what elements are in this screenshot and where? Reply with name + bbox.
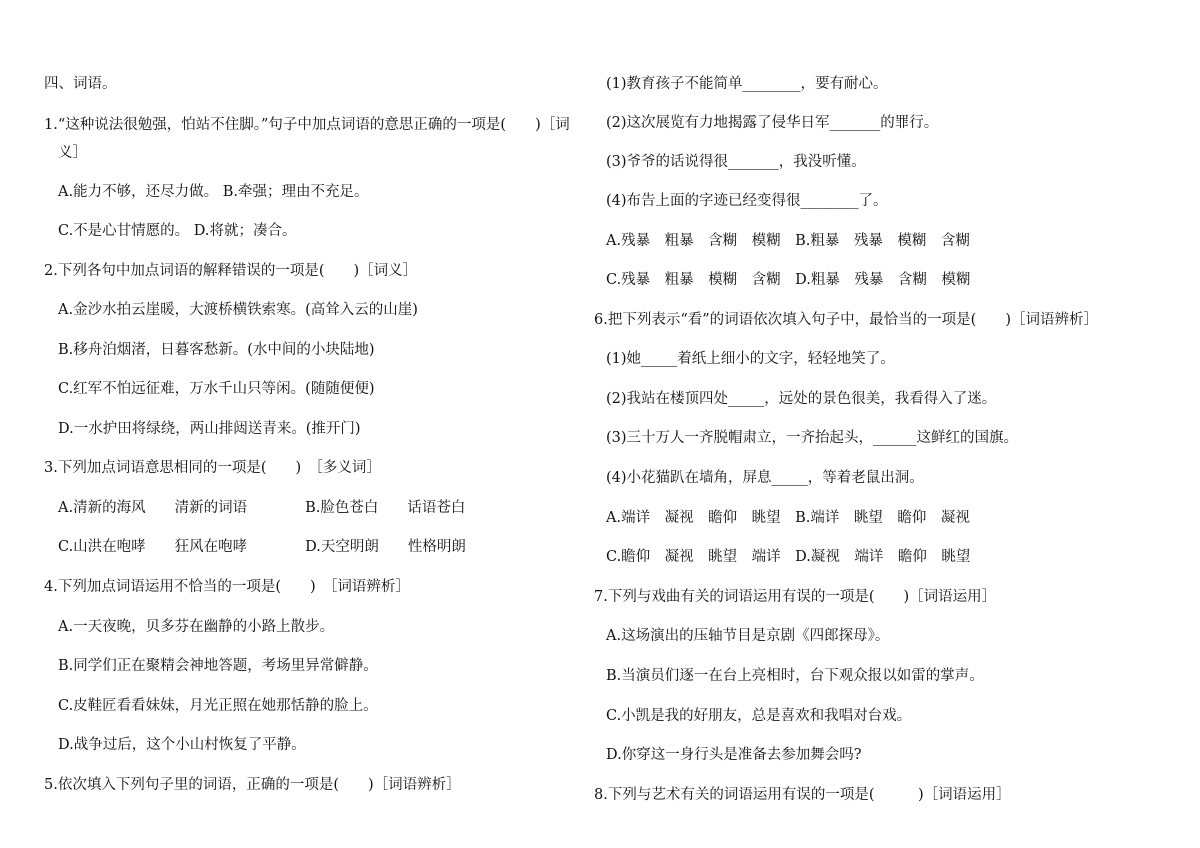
right-text-line: 7.下列与戏曲有关的词语运用有误的一项是( )［词语运用］ [594, 589, 997, 605]
left-text-line: C.红军不怕远征难，万水千山只等闲。(随随便便) [58, 381, 375, 397]
left-text-line: D.一水护田将绿绕，两山排闼送青来。(推开门) [58, 421, 361, 437]
right-text-line: (1)她_____着纸上细小的文字，轻轻地笑了。 [606, 351, 895, 367]
left-text-line: C.不是心甘情愿的。 D.将就；凑合。 [58, 223, 297, 239]
right-text-line: (2)我站在楼顶四处_____，远处的景色很美，我看得入了迷。 [606, 391, 997, 407]
left-text-line: C.山洪在咆哮 狂风在咆哮 D.天空明朗 性格明朗 [58, 539, 466, 555]
right-text-line: (1)教育孩子不能简单________，要有耐心。 [606, 76, 888, 92]
left-text-line: 5.依次填入下列句子里的词语，正确的一项是( )［词语辨析］ [44, 777, 461, 793]
left-text-line: C.皮鞋匠看看妹妹，月光正照在她那恬静的脸上。 [58, 698, 378, 714]
right-text-line: D.你穿这一身行头是准备去参加舞会吗? [606, 747, 862, 763]
left-text-line: A.金沙水拍云崖暖，大渡桥横铁索寒。(高耸入云的山崖) [58, 302, 418, 318]
right-text-line: B.当演员们逐一在台上亮相时，台下观众报以如雷的掌声。 [606, 668, 984, 684]
right-text-line: A.端详 凝视 瞻仰 眺望 B.端详 眺望 瞻仰 凝视 [606, 510, 970, 526]
right-text-line: A.残暴 粗暴 含糊 模糊 B.粗暴 残暴 模糊 含糊 [606, 233, 970, 249]
right-text-line: (3)爷爷的话说得很_______，我没听懂。 [606, 154, 866, 170]
left-text-line: 4.下列加点词语运用不恰当的一项是( ) ［词语辨析］ [44, 579, 410, 595]
right-text-line: A.这场演出的压轴节目是京剧《四郎探母》。 [606, 628, 890, 644]
right-text-line: (4)布告上面的字迹已经变得很________了。 [606, 193, 888, 209]
section-title: 四、词语。 [44, 76, 117, 92]
right-text-line: C.残暴 粗暴 模糊 含糊 D.粗暴 残暴 含糊 模糊 [606, 272, 971, 288]
left-text-line: A.能力不够，还尽力做。 B.牵强；理由不充足。 [58, 184, 369, 200]
right-text-line: (2)这次展览有力地揭露了侵华日军_______的罪行。 [606, 115, 939, 131]
left-text-line: 义］ [58, 145, 87, 161]
left-text-line: 2.下列各句中加点词语的解释错误的一项是( )［词义］ [44, 263, 418, 279]
left-text-line: B.同学们正在聚精会神地答题，考场里异常僻静。 [58, 658, 378, 674]
left-text-line: 3.下列加点词语意思相同的一项是( ) ［多义词］ [44, 460, 381, 476]
right-text-line: 8.下列与艺术有关的词语运用有误的一项是( )［词语运用］ [594, 787, 1011, 803]
right-text-line: (3)三十万人一齐脱帽肃立，一齐抬起头，______这鲜红的国旗。 [606, 430, 1019, 446]
right-text-line: C.瞻仰 凝视 眺望 端详 D.凝视 端详 瞻仰 眺望 [606, 549, 971, 565]
left-text-line: A.清新的海风 清新的词语 B.脸色苍白 话语苍白 [58, 500, 466, 516]
right-text-line: (4)小花猫趴在墙角，屏息_____，等着老鼠出洞。 [606, 470, 924, 486]
left-text-line: A.一天夜晚，贝多芬在幽静的小路上散步。 [58, 619, 335, 635]
left-text-line: 1.“这种说法很勉强，怕站不住脚。”句子中加点词语的意思正确的一项是( )［词 [44, 117, 570, 133]
left-text-line: D.战争过后，这个小山村恢复了平静。 [58, 737, 306, 753]
right-text-line: 6.把下列表示“看”的词语依次填入句子中，最恰当的一项是( )［词语辨析］ [594, 312, 1098, 328]
right-text-line: C.小凯是我的好朋友，总是喜欢和我唱对台戏。 [606, 708, 912, 724]
left-text-line: B.移舟泊烟渚，日暮客愁新。(水中间的小块陆地) [58, 342, 375, 358]
